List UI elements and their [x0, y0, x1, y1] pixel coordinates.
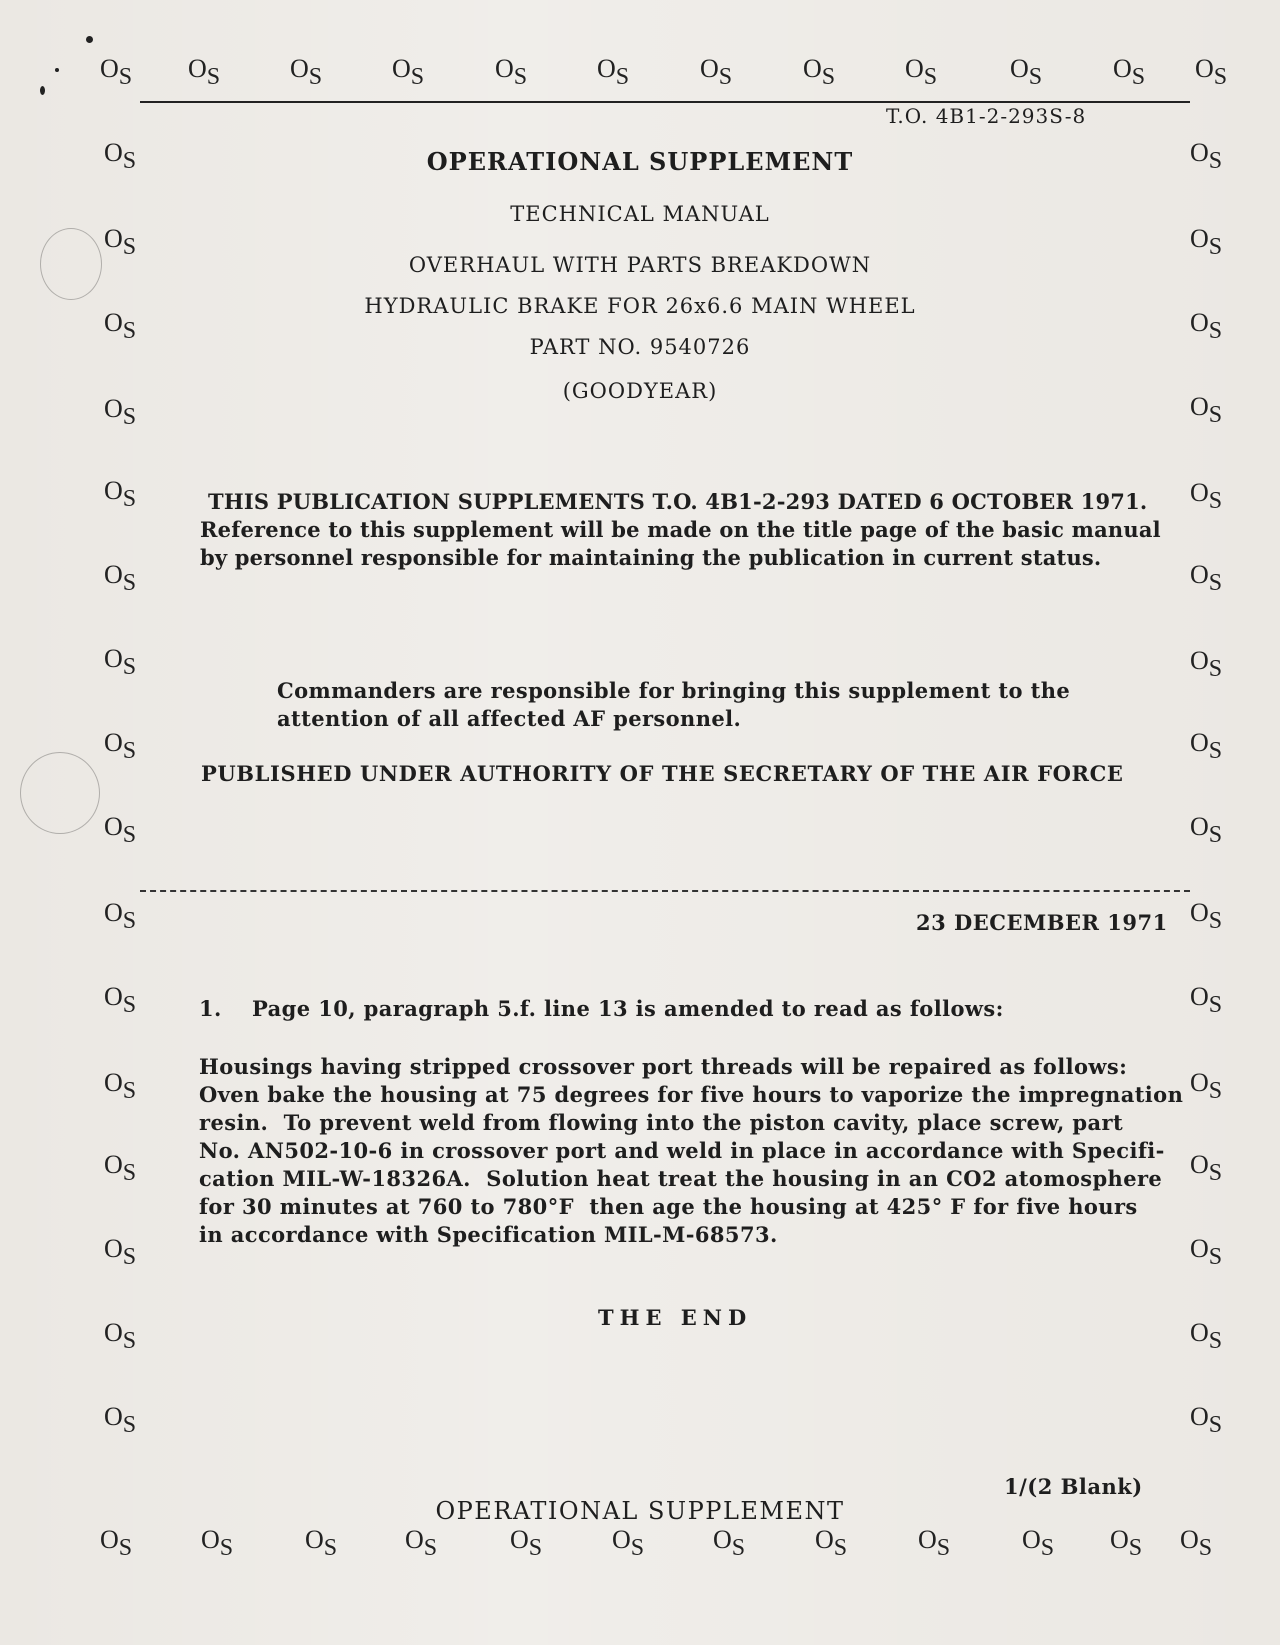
body-line-2: Oven bake the housing at 75 degrees for five hours to vaporize the impregnation: [199, 1082, 1184, 1107]
os-stamp-s: S: [1208, 908, 1223, 934]
os-stamp-o: O: [1190, 392, 1209, 421]
os-stamp-o: O: [815, 1525, 834, 1554]
os-stamp: [1110, 1525, 1143, 1561]
os-stamp-o: O: [1110, 1525, 1129, 1554]
os-stamp: [495, 54, 528, 90]
os-stamp: [1010, 54, 1043, 90]
os-stamp-o: O: [104, 898, 123, 927]
os-stamp-o: O: [1190, 898, 1209, 927]
os-stamp-s: S: [122, 654, 137, 680]
os-stamp-s: S: [615, 64, 630, 90]
os-stamp: [392, 54, 425, 90]
os-stamp-s: S: [323, 1535, 338, 1561]
os-stamp-s: S: [1028, 64, 1043, 90]
os-stamp: [815, 1525, 848, 1561]
os-stamp: [905, 54, 938, 90]
os-stamp-o: O: [392, 54, 411, 83]
os-stamp-s: S: [423, 1535, 438, 1561]
os-stamp: [405, 1525, 438, 1561]
speck-mark: [40, 86, 45, 95]
to-number: T.O. 4B1-2-293S-8: [886, 104, 1087, 128]
os-stamp: [597, 54, 630, 90]
os-stamp-s: S: [122, 318, 137, 344]
top-rule: [140, 101, 1190, 103]
title-line-overhaul: OVERHAUL WITH PARTS BREAKDOWN: [408, 253, 872, 277]
os-stamp-o: O: [104, 1068, 123, 1097]
os-stamp: [1190, 1234, 1223, 1270]
intro-line-2: Reference to this supplement will be made on the title page of the basic manual: [200, 517, 1161, 542]
os-stamp-s: S: [122, 404, 137, 430]
os-stamp-o: O: [188, 54, 207, 83]
os-stamp-o: O: [1195, 54, 1214, 83]
speck-mark: [86, 36, 93, 43]
os-stamp: [1022, 1525, 1055, 1561]
intro-line-3: by personnel responsible for maintaining the publication in current status.: [200, 545, 1102, 570]
os-stamp-s: S: [718, 64, 733, 90]
os-stamp: [1190, 224, 1223, 260]
os-stamp-o: O: [1190, 560, 1209, 589]
os-stamp-s: S: [1208, 148, 1223, 174]
os-stamp: [104, 1150, 137, 1186]
punch-hole-shadow: [20, 752, 100, 834]
os-stamp-s: S: [122, 908, 137, 934]
os-stamp-o: O: [104, 138, 123, 167]
title-line-hydraulic-brake: HYDRAULIC BRAKE FOR 26x6.6 MAIN WHEEL: [364, 294, 916, 318]
os-stamp: [1190, 1150, 1223, 1186]
os-stamp-s: S: [1208, 1160, 1223, 1186]
os-stamp: [104, 644, 137, 680]
os-stamp: [290, 54, 323, 90]
os-stamp-s: S: [1208, 488, 1223, 514]
os-stamp-s: S: [833, 1535, 848, 1561]
os-stamp: [104, 476, 137, 512]
os-stamp-o: O: [905, 54, 924, 83]
os-stamp-o: O: [104, 1150, 123, 1179]
os-stamp: [104, 1234, 137, 1270]
os-stamp-o: O: [1190, 1150, 1209, 1179]
os-stamp: [1190, 478, 1223, 514]
os-stamp: [201, 1525, 234, 1561]
os-stamp-o: O: [1180, 1525, 1199, 1554]
os-stamp-o: O: [510, 1525, 529, 1554]
os-stamp-o: O: [1190, 1234, 1209, 1263]
os-stamp-o: O: [1190, 224, 1209, 253]
os-stamp-o: O: [1010, 54, 1029, 83]
os-stamp-s: S: [1208, 402, 1223, 428]
os-stamp-o: O: [495, 54, 514, 83]
os-stamp-o: O: [104, 728, 123, 757]
os-stamp: [104, 812, 137, 848]
body-line-3: resin. To prevent weld from flowing into the piston cavity, place screw, part: [199, 1110, 1124, 1135]
os-stamp-s: S: [1208, 1244, 1223, 1270]
os-stamp-s: S: [1128, 1535, 1143, 1561]
os-stamp-o: O: [918, 1525, 937, 1554]
os-stamp-o: O: [597, 54, 616, 83]
os-stamp: [1190, 898, 1223, 934]
os-stamp-s: S: [936, 1535, 951, 1561]
os-stamp-o: O: [612, 1525, 631, 1554]
os-stamp: [188, 54, 221, 90]
os-stamp-o: O: [104, 1402, 123, 1431]
os-stamp-s: S: [122, 1244, 137, 1270]
os-stamp-s: S: [122, 148, 137, 174]
os-stamp: [1195, 54, 1228, 90]
os-stamp: [918, 1525, 951, 1561]
authority-statement: PUBLISHED UNDER AUTHORITY OF THE SECRETARY OF THE AIR FORCE: [201, 761, 1124, 786]
os-stamp-s: S: [122, 822, 137, 848]
os-stamp-o: O: [100, 54, 119, 83]
os-stamp-s: S: [118, 1535, 133, 1561]
os-stamp-s: S: [1208, 1328, 1223, 1354]
os-stamp-s: S: [1208, 570, 1223, 596]
body-line-6: for 30 minutes at 760 to 780°F then age the housing at 425° F for five hours: [199, 1194, 1138, 1219]
os-stamp-s: S: [410, 64, 425, 90]
os-stamp: [104, 898, 137, 934]
end-marker: THE END: [598, 1305, 753, 1330]
os-stamp-o: O: [1190, 478, 1209, 507]
title-line-part-no: PART NO. 9540726: [529, 335, 751, 359]
os-stamp-s: S: [1040, 1535, 1055, 1561]
os-stamp-s: S: [219, 1535, 234, 1561]
os-stamp: [1190, 560, 1223, 596]
os-stamp: [1190, 812, 1223, 848]
os-stamp-o: O: [104, 394, 123, 423]
document-title: OPERATIONAL SUPPLEMENT: [426, 147, 854, 176]
os-stamp-s: S: [122, 486, 137, 512]
os-stamp-o: O: [104, 476, 123, 505]
os-stamp-o: O: [104, 1318, 123, 1347]
os-stamp-s: S: [122, 992, 137, 1018]
os-stamp-s: S: [1131, 64, 1146, 90]
os-stamp-o: O: [713, 1525, 732, 1554]
os-stamp: [100, 54, 133, 90]
body-line-4: No. AN502-10-6 in crossover port and weld in place in accordance with Specifi-: [199, 1138, 1165, 1163]
os-stamp-s: S: [122, 1078, 137, 1104]
item-text: Page 10, paragraph 5.f. line 13 is amended to read as follows:: [252, 996, 1004, 1021]
os-stamp-o: O: [1190, 1318, 1209, 1347]
os-stamp-o: O: [1190, 646, 1209, 675]
os-stamp: [713, 1525, 746, 1561]
os-stamp-o: O: [1190, 1402, 1209, 1431]
os-stamp-s: S: [122, 1328, 137, 1354]
os-stamp-o: O: [104, 644, 123, 673]
page-number: 1/(2 Blank): [1004, 1474, 1143, 1499]
os-stamp-s: S: [1208, 1078, 1223, 1104]
os-stamp-s: S: [308, 64, 323, 90]
os-stamp: [700, 54, 733, 90]
os-stamp: [104, 728, 137, 764]
os-stamp-s: S: [1213, 64, 1228, 90]
os-stamp: [1113, 54, 1146, 90]
title-line-technical-manual: TECHNICAL MANUAL: [510, 202, 770, 226]
os-stamp-s: S: [1208, 992, 1223, 1018]
os-stamp-s: S: [118, 64, 133, 90]
os-stamp: [803, 54, 836, 90]
os-stamp: [1190, 1318, 1223, 1354]
os-stamp: [104, 224, 137, 260]
os-stamp-o: O: [1190, 1068, 1209, 1097]
os-stamp: [1190, 728, 1223, 764]
os-stamp-o: O: [1022, 1525, 1041, 1554]
os-stamp-o: O: [100, 1525, 119, 1554]
title-line-manufacturer: (GOODYEAR): [562, 379, 718, 403]
item-number: 1.: [199, 996, 222, 1021]
os-stamp-o: O: [104, 1234, 123, 1263]
os-stamp-s: S: [821, 64, 836, 90]
os-stamp-o: O: [405, 1525, 424, 1554]
os-stamp-s: S: [122, 570, 137, 596]
os-stamp: [612, 1525, 645, 1561]
publication-date: 23 DECEMBER 1971: [916, 910, 1168, 935]
os-stamp-s: S: [1208, 1412, 1223, 1438]
os-stamp-s: S: [1208, 738, 1223, 764]
os-stamp-o: O: [1190, 308, 1209, 337]
os-stamp-o: O: [1190, 982, 1209, 1011]
os-stamp-o: O: [104, 308, 123, 337]
intro-line-1: THIS PUBLICATION SUPPLEMENTS T.O. 4B1-2-293 DATED 6 OCTOBER 1971.: [208, 489, 1148, 514]
os-stamp-s: S: [513, 64, 528, 90]
os-stamp: [1190, 982, 1223, 1018]
commanders-line-1: Commanders are responsible for bringing this supplement to the: [277, 678, 1071, 703]
footer-title: OPERATIONAL SUPPLEMENT: [435, 1497, 845, 1525]
os-stamp-s: S: [122, 234, 137, 260]
os-stamp: [104, 1402, 137, 1438]
commanders-line-2: attention of all affected AF personnel.: [277, 706, 742, 731]
os-stamp: [305, 1525, 338, 1561]
os-stamp-o: O: [104, 560, 123, 589]
section-divider: [140, 890, 1190, 892]
os-stamp-s: S: [1208, 234, 1223, 260]
os-stamp-o: O: [305, 1525, 324, 1554]
os-stamp: [1180, 1525, 1213, 1561]
os-stamp: [100, 1525, 133, 1561]
os-stamp-s: S: [122, 1412, 137, 1438]
os-stamp: [104, 560, 137, 596]
os-stamp-s: S: [1208, 656, 1223, 682]
os-stamp-o: O: [700, 54, 719, 83]
os-stamp: [1190, 646, 1223, 682]
os-stamp: [104, 982, 137, 1018]
os-stamp-s: S: [122, 738, 137, 764]
os-stamp-s: S: [1198, 1535, 1213, 1561]
body-line-5: cation MIL-W-18326A. Solution heat treat the housing in an CO2 atomosphere: [199, 1166, 1163, 1191]
body-line-1: Housings having stripped crossover port threads will be repaired as follows:: [199, 1054, 1128, 1079]
os-stamp-s: S: [731, 1535, 746, 1561]
os-stamp-o: O: [104, 224, 123, 253]
os-stamp-s: S: [923, 64, 938, 90]
os-stamp-s: S: [528, 1535, 543, 1561]
os-stamp-o: O: [290, 54, 309, 83]
os-stamp: [1190, 1402, 1223, 1438]
speck-mark: [55, 68, 59, 72]
os-stamp-o: O: [104, 812, 123, 841]
os-stamp: [104, 1318, 137, 1354]
os-stamp-o: O: [1190, 812, 1209, 841]
os-stamp-s: S: [122, 1160, 137, 1186]
os-stamp-o: O: [1190, 138, 1209, 167]
os-stamp-s: S: [1208, 318, 1223, 344]
os-stamp-s: S: [206, 64, 221, 90]
os-stamp-s: S: [630, 1535, 645, 1561]
os-stamp-o: O: [1113, 54, 1132, 83]
body-line-7: in accordance with Specification MIL-M-68573.: [199, 1222, 778, 1247]
os-stamp-o: O: [201, 1525, 220, 1554]
os-stamp: [510, 1525, 543, 1561]
os-stamp-o: O: [104, 982, 123, 1011]
os-stamp-s: S: [1208, 822, 1223, 848]
os-stamp-o: O: [1190, 728, 1209, 757]
os-stamp: [104, 1068, 137, 1104]
os-stamp: [1190, 1068, 1223, 1104]
os-stamp-o: O: [803, 54, 822, 83]
